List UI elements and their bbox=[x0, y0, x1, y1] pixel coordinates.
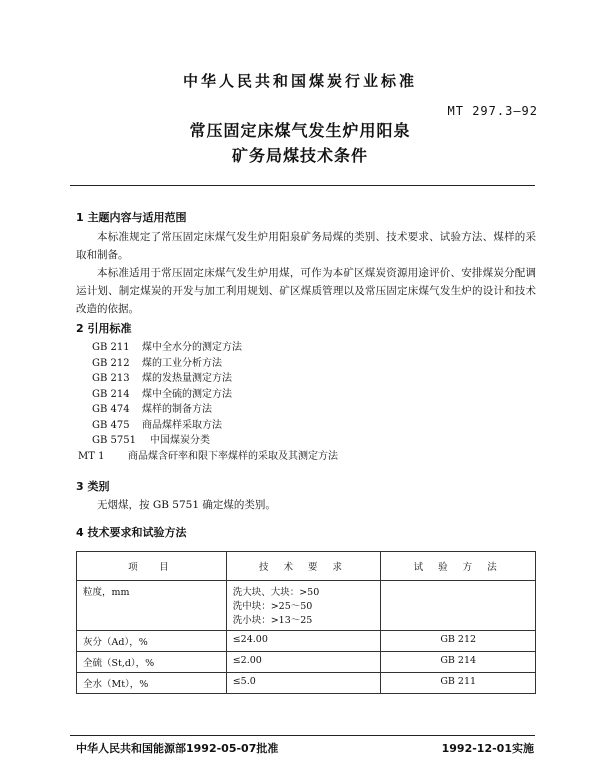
method-cell: GB 214 bbox=[381, 652, 536, 673]
reference-item: GB 212 煤的工业分析方法 bbox=[92, 357, 222, 369]
reference-item: GB 474 煤样的制备方法 bbox=[92, 404, 212, 415]
item-cell: 全水（Mt），% bbox=[77, 673, 227, 694]
column-header-method: 试 验 方 法 bbox=[381, 552, 536, 581]
reference-item: GB 5751 中国煤炭分类 bbox=[92, 435, 210, 446]
table-row bbox=[77, 581, 536, 631]
standard-number: MT 297.3—92 bbox=[447, 104, 538, 118]
document-title-line1: 常压固定床煤气发生炉用阳泉 bbox=[189, 121, 411, 140]
requirement-cell: 洗大块、大块：>50 洗中块：>25～50 洗小块：>13～25 bbox=[226, 581, 381, 631]
item-cell: 全硫（St,d），% bbox=[77, 652, 227, 673]
section3-text: 无烟煤，按 GB 5751 确定煤的类别。 bbox=[97, 499, 276, 511]
table-row bbox=[77, 631, 536, 652]
reference-item: MT 1 商品煤含矸率和限下率煤样的采取及其测定方法 bbox=[78, 450, 338, 462]
reference-item: GB 214 煤中全硫的测定方法 bbox=[92, 388, 232, 400]
table-header-row bbox=[77, 552, 536, 581]
document-title-line2: 矿务局煤技术条件 bbox=[231, 146, 368, 165]
column-header-item: 项 目 bbox=[77, 552, 227, 581]
reference-item: GB 213 煤的发热量测定方法 bbox=[92, 373, 232, 384]
section1-paragraph1: 本标准规定了常压固定床煤气发生炉用阳泉矿务局煤的类别、技术要求、试验方法、煤样的采取和制备。 bbox=[76, 231, 536, 261]
header-rule bbox=[70, 185, 535, 186]
reference-list bbox=[78, 340, 338, 464]
section1-heading: 1 主题内容与适用范围 bbox=[76, 211, 187, 224]
method-cell bbox=[381, 581, 536, 631]
approval-statement: 中华人民共和国能源部1992-05-07批准 bbox=[76, 742, 279, 755]
section4-heading: 4 技术要求和试验方法 bbox=[76, 526, 187, 539]
item-cell: 灰分（Ad），% bbox=[77, 631, 227, 652]
item-cell: 粒度，mm bbox=[77, 581, 227, 631]
method-cell: GB 212 bbox=[381, 631, 536, 652]
requirement-cell: ≤2.00 bbox=[226, 652, 381, 673]
table-row bbox=[77, 652, 536, 673]
section1-paragraph2: 本标准适用于常压固定床煤气发生炉用煤，可作为本矿区煤炭资源用途评价、安排煤炭分配调运计划、制定煤炭的开发与加工利用规划、矿区煤质管理以及常压固定床煤气发生炉的设计和技术改造的依据。 bbox=[76, 267, 536, 315]
section3-heading: 3 类别 bbox=[76, 480, 110, 493]
requirement-cell: ≤5.0 bbox=[226, 673, 381, 694]
footer-rule bbox=[70, 735, 535, 736]
implementation-date: 1992-12-01实施 bbox=[441, 742, 534, 755]
section2-heading: 2 引用标准 bbox=[76, 322, 132, 335]
reference-item: GB 475 商品煤样采取方法 bbox=[92, 419, 222, 431]
issuing-authority: 中华人民共和国煤炭行业标准 bbox=[182, 72, 417, 90]
column-header-requirement: 技 术 要 求 bbox=[226, 552, 381, 581]
table-row bbox=[77, 673, 536, 694]
requirement-cell: ≤24.00 bbox=[226, 631, 381, 652]
method-cell: GB 211 bbox=[381, 673, 536, 694]
technical-requirements-table bbox=[76, 551, 536, 694]
reference-item: GB 211 煤中全水分的测定方法 bbox=[92, 342, 242, 353]
